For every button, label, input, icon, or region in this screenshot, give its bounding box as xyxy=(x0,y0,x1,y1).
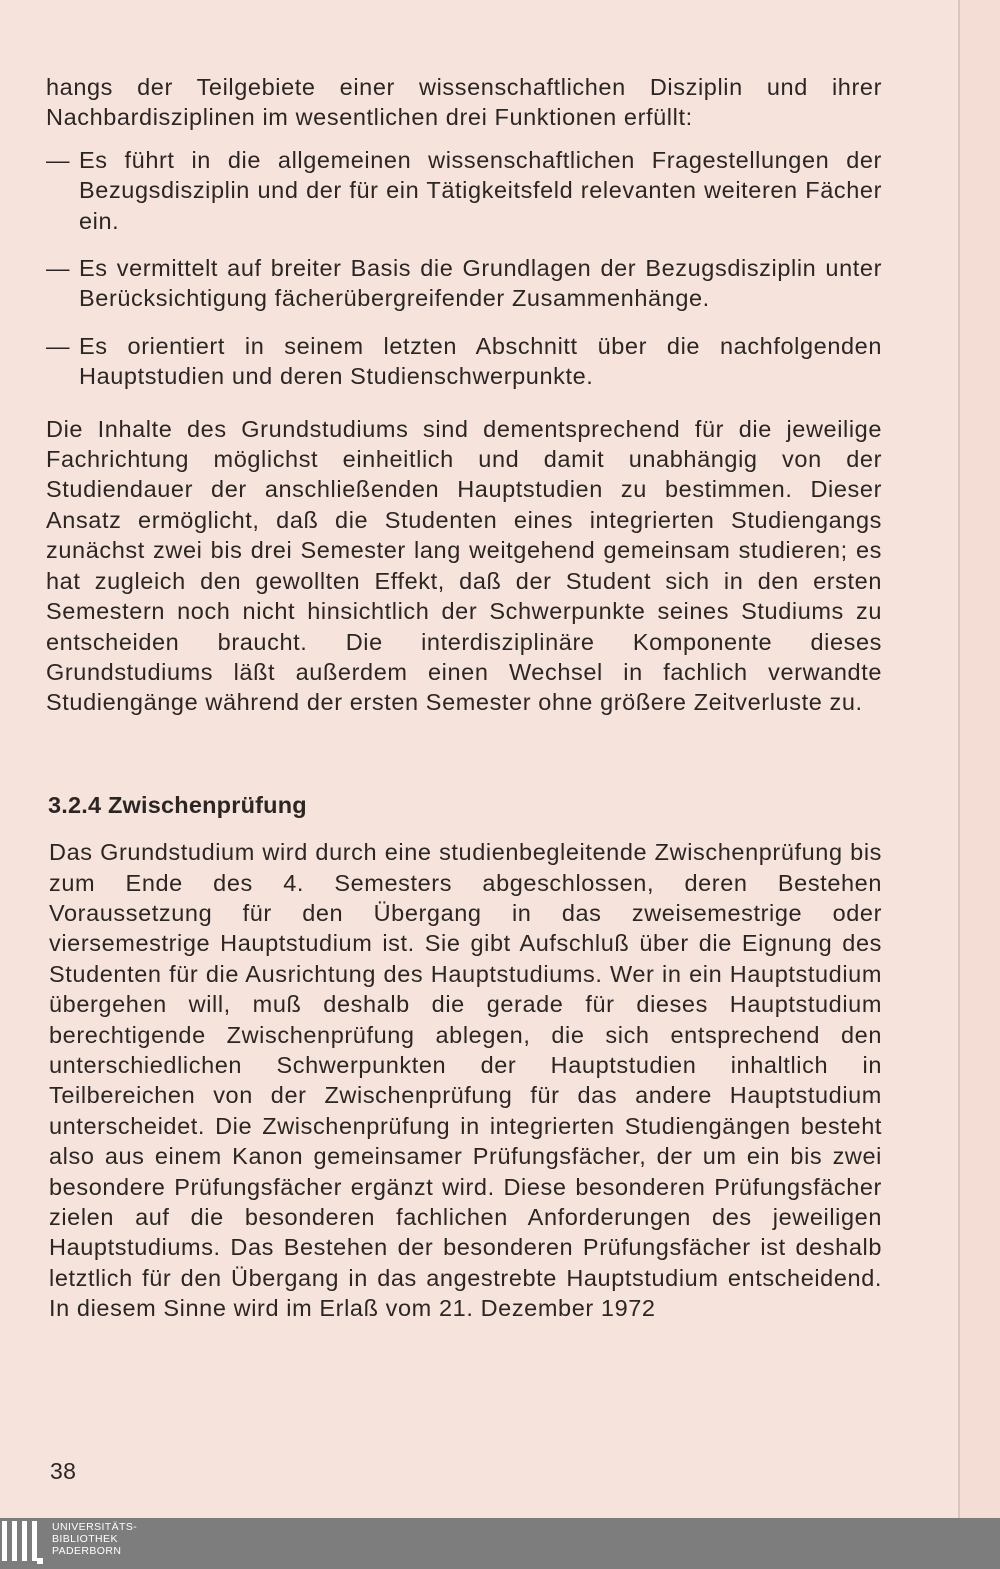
page-number: 38 xyxy=(50,1458,77,1484)
bullet-dash: — xyxy=(46,146,71,173)
adjacent-page-strip xyxy=(960,0,1000,1518)
library-name-line: UNIVERSITÄTS- xyxy=(52,1521,138,1533)
bullet-text: Es führt in die allgemeinen wissenschaftlichen Fragestellungen der Bezugsdisziplin und der für ein Tätigkeitsfeld relevanten weiteren Fächer ein. xyxy=(79,146,882,234)
bullet-item xyxy=(46,253,882,314)
library-name-line: BIBLIOTHEK xyxy=(52,1533,118,1545)
intro-paragraph: hangs der Teilgebiete einer wissenschaftlichen Disziplin und ihrer Nachbardisziplinen im wesentlichen drei Funktionen erfüllt: xyxy=(46,74,882,131)
library-logo-icon xyxy=(2,1521,42,1565)
bullet-item xyxy=(46,145,882,236)
library-name-line: PADERBORN xyxy=(52,1545,122,1557)
logo-dot xyxy=(37,1558,43,1564)
body-paragraph-zwischenpruefung: Das Grundstudium wird durch eine studienbegleitende Zwischenprüfung bis zum Ende des 4. Semesters abgeschlossen, deren Bestehen Voraussetzung für den Übergang in das zweisemestrige oder viersemestrige Hauptstudium ist. Sie gibt Aufschluß über die Eignung des Studenten für die Ausrichtung des Hauptstudiums. Wer in ein Hauptstudium übergehen will, muß deshalb die gerade für dieses Hauptstudium berechtigende Zwischenprüfung ablegen, die sich entsprechend den unterschiedlichen Schwerpunkten der Hauptstudien inhaltlich in Teilbereichen von der Zwischenprüfung für das andere Hauptstudium unterscheidet. Die Zwischenprüfung in integrierten Studiengängen besteht also aus einem Kanon gemeinsamer Prüfungsfächer, der um ein bis zwei besondere Prüfungsfächer ergänzt wird. Diese besonderen Prüfungsfächer zielen auf die besonderen fachlichen Anforderungen des jeweiligen Hauptstudiums. Das Bestehen der besonderen Prüfungsfächer ist deshalb letztlich für den Übergang in das angestrebte Hauptstudium entscheidend. In diesem Sinne wird im Erlaß vom 21. Dezember 1972 xyxy=(49,839,882,1322)
page-edge xyxy=(958,0,960,1518)
library-footer-bar xyxy=(0,1518,1000,1569)
page-content xyxy=(46,72,882,1324)
body-paragraph-grundstudium: Die Inhalte des Grundstudiums sind dementsprechend für die jeweilige Fachrichtung möglichst einheitlich und damit unabhängig von der Studiendauer der anschließenden Hauptstudien zu bestimmen. Dieser Ansatz ermöglicht, daß die Studenten eines integrierten Studiengangs zunächst zwei bis drei Semester lang weitgehend gemeinsam studieren; es hat zugleich den gewollten Effekt, daß der Student sich in den ersten Semestern noch nicht hinsichtlich der Schwerpunkte seines Studiums zu entscheiden braucht. Die interdisziplinäre Komponente dieses Grundstudiums läßt außerdem einen Wechsel in fachlich verwandte Studiengänge während der ersten Semester ohne größere Zeitverluste zu. xyxy=(46,415,882,716)
bullet-text: Es vermittelt auf breiter Basis die Grundlagen der Bezugsdisziplin unter Berücksichtigung fächerübergreifender Zusammenhänge. xyxy=(79,255,882,312)
section-heading: 3.2.4 Zwischenprüfung xyxy=(48,791,307,818)
bullet-dash: — xyxy=(46,332,71,359)
bullet-item xyxy=(46,331,882,392)
bullet-dash: — xyxy=(46,255,71,282)
bullet-text: Es orientiert in seinem letzten Abschnitt über die nachfolgenden Hauptstudien und deren Studienschwerpunkte. xyxy=(79,332,882,390)
library-name xyxy=(52,1521,137,1557)
